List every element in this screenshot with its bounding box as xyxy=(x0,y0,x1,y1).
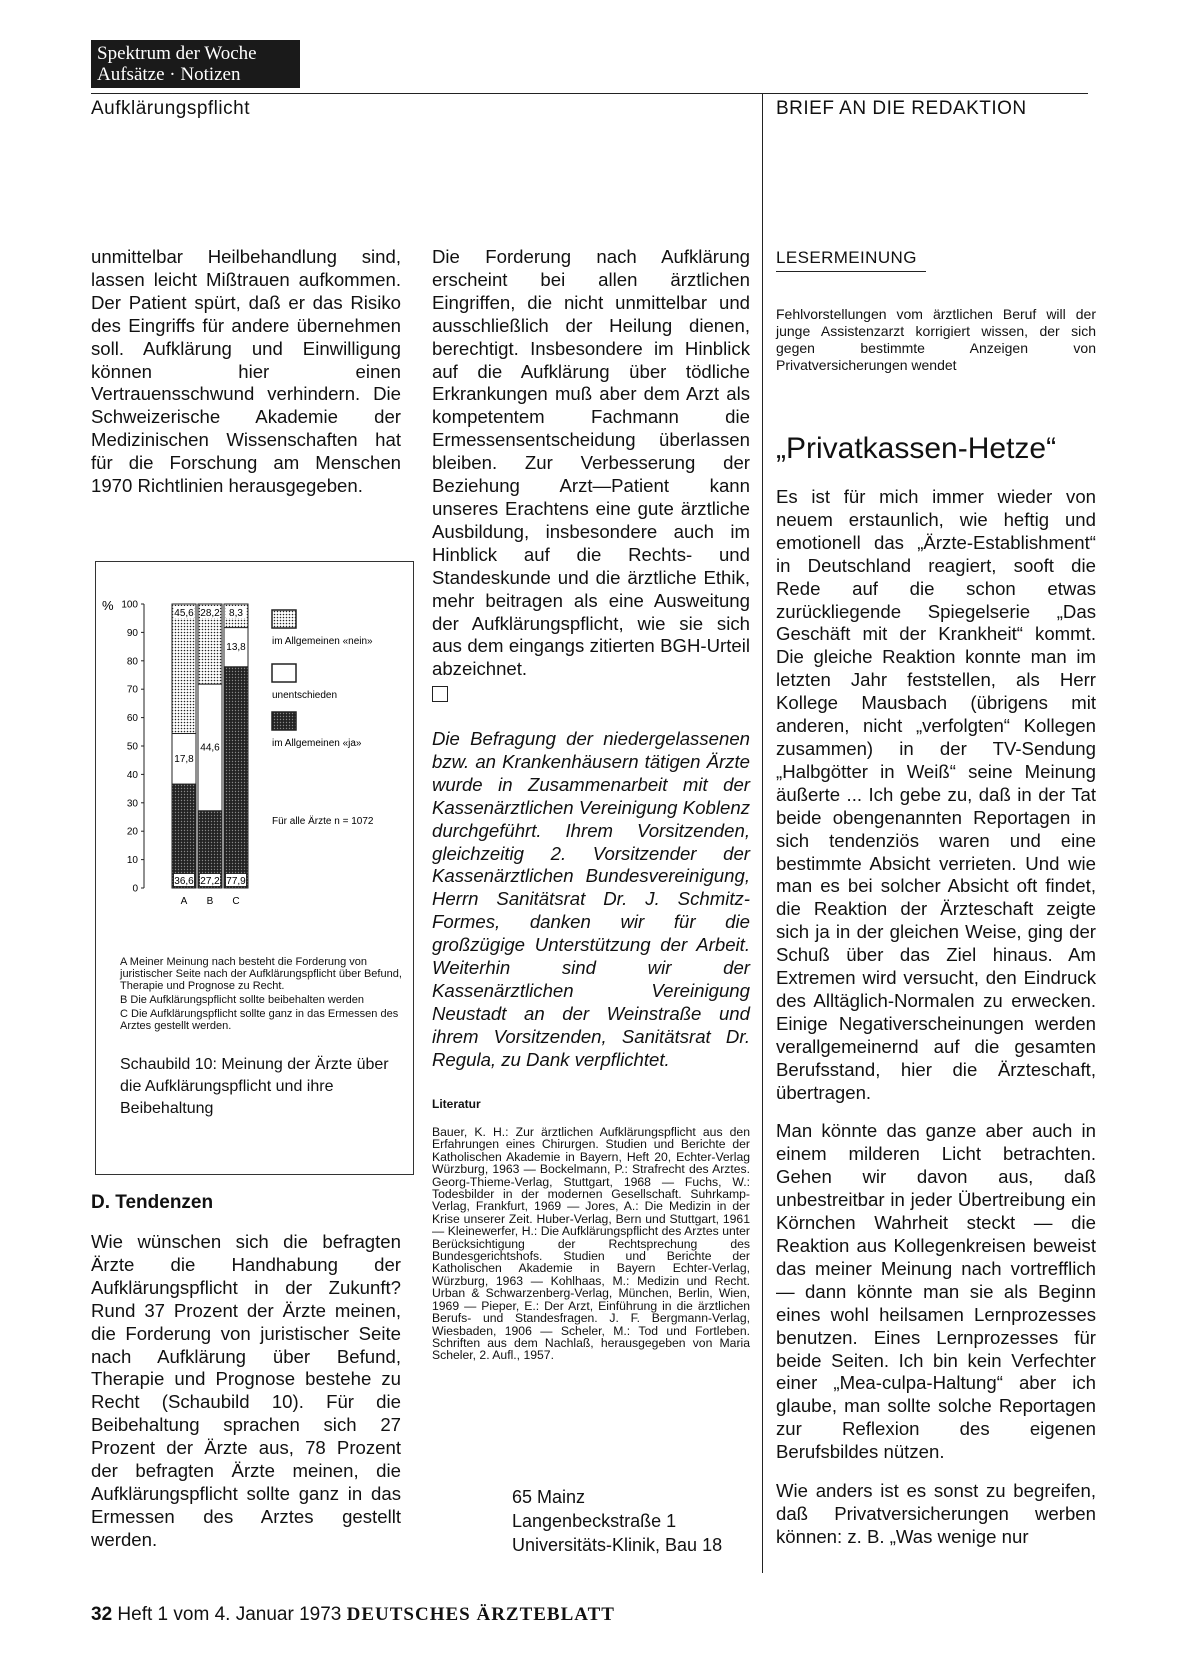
data-label: 27,2 xyxy=(200,876,220,887)
x-tick-label: B xyxy=(206,896,214,907)
page-number: 32 xyxy=(91,1604,113,1625)
sample-size-note: Für alle Ärzte n = 1072 xyxy=(272,816,374,827)
y-tick-label: 40 xyxy=(126,769,138,781)
legend-swatch xyxy=(272,712,296,730)
col3-paragraph-3: Wie anders ist es sonst zu begreifen, daß Privatversicherungen werben können: z. B. „Was wenige nur xyxy=(776,1480,1096,1547)
address-line-3: Universitäts-Klinik, Bau 18 xyxy=(512,1535,723,1555)
data-label: 13,8 xyxy=(226,642,246,654)
legend-label: unentschieden xyxy=(272,690,338,701)
chart-notes xyxy=(120,956,405,1032)
data-label: 44,6 xyxy=(200,742,220,754)
logo-line-1: Spektrum der Woche xyxy=(97,43,257,64)
column-divider xyxy=(762,93,763,1573)
data-label: 77,9 xyxy=(226,876,246,887)
y-tick-label: 70 xyxy=(126,684,138,696)
section-title-right: BRIEF AN DIE REDAKTION xyxy=(776,98,1027,119)
literature-list xyxy=(432,1126,750,1362)
col1-body-text: Wie wünschen sich die befragten Ärzte die Handhabung der Aufklärungspflicht in der Zukunft? Rund 37 Prozent der Ärzte meinen, die Forderung von juristischer Seite nach Aufklärung über Befund, Therapie und Prognose bestehe zu Recht (Schaubild 10). Für die Beibehaltung sprachen sich 27 Prozent der Ärzte aus, 78 Prozent der befragten Ärzte meinen, die Aufklärungspflicht sollte ganz in das Ermessen des Arztes gestellt werden. xyxy=(91,1231,401,1550)
bars xyxy=(172,604,248,907)
chart-note-b: B Die Aufklärungspflicht sollte beibehalten werden xyxy=(120,994,364,1006)
literature-text: Bauer, K. H.: Zur ärztlichen Aufklärungspflicht aus den Erfahrungen eines Chirurgen. Studien und Berichte der Katholischen Akademie in Bayern, Heft 20, Echter-Verlag Würzburg, 1963 — Bockelmann, P.: Strafrecht des Arztes. Georg-Thieme-Verlag, Stuttgart, 1968 — Fuchs, W.: Todesbilder in der modernen Gesellschaft. Suhrkamp-Verlag, Frankfurt, 1969 — Jores, A.: Die Medizin in der Krise unserer Zeit. Huber-Verlag, Bern und Stuttgart, 1961 — Kleinewerfer, H.: Die Aufklärungspflicht des Arztes unter Berücksichtigung der Rechtsprechung des Bundesgerichtshofs. Studien und Berichte der Katholischen Akademie in Bayern Echter-Verlag, Würzburg, 1963 — Kohlhaas, M.: Medizin und Recht. Urban & Schwarzenberg-Verlag, München, Berlin, Wien, 1969 — Pieper, E.: Der Arzt, Einführung in die ärztlichen Berufs- und Standesfragen. J. F. Bergmann-Verlag, Wiesbaden, 1906 — Scheler, M.: Tod und Fortleben. Schriften aus dem Nachlaß, herausgegeben von Maria Scheler, 2. Aufl., 1957. xyxy=(432,1125,750,1363)
journal-section-logo xyxy=(91,40,300,88)
address-line-1: 65 Mainz xyxy=(512,1487,586,1507)
col1-intro xyxy=(91,246,401,498)
data-label: 8,3 xyxy=(229,608,243,619)
header-rule xyxy=(91,93,1088,94)
literature-heading: Literatur xyxy=(432,1097,481,1111)
x-tick-label: A xyxy=(180,896,188,907)
lesermeinung-intro: Fehlvorstellungen vom ärztlichen Beruf will der junge Assistenzarzt korrigiert wissen, der sich gegen bestimmte Anzeigen von Privatversicherungen wendet xyxy=(776,306,1096,373)
col3-paragraph-2: Man könnte das ganze aber auch in einem milderen Licht betrachten. Gehen wir davon aus, daß unbestreitbar in jeder Übertreibung ein Körnchen Wahrheit steckt — die Reaktion aus Kollegenkreisen beweist das meiner Meinung nach vortrefflich — dann könnte man sie als Beginn eines wohl heilsamen Lernprozesses benutzen. Eines Lernprozesses für beide Seiten. Ich bin kein Verfechter einer „Mea-culpa-Haltung“ aber ich glaube, man sollte solche Reportagen zur Reflexion des eigenen Berufsbildes nützen. xyxy=(776,1120,1096,1463)
y-tick-label: 10 xyxy=(126,855,138,867)
section-title-left: Aufklärungspflicht xyxy=(91,98,250,119)
y-tick-label: 50 xyxy=(126,741,138,753)
chart-legend xyxy=(272,610,374,827)
logo-line-2: Aufsätze · Notizen xyxy=(97,64,241,85)
y-tick-label: 100 xyxy=(121,599,138,611)
journal-name: DEUTSCHES ÄRZTEBLATT xyxy=(346,1604,615,1625)
y-axis xyxy=(102,598,144,895)
legend-swatch xyxy=(272,610,296,628)
data-label: 45,6 xyxy=(174,608,194,619)
column-label-lesermeinung: LESERMEINUNG xyxy=(776,248,926,272)
y-tick-label: 80 xyxy=(126,656,138,668)
chart-note-c: C Die Aufklärungspflicht sollte ganz in das Ermessen des Arztes gestellt werden. xyxy=(120,1008,399,1032)
data-label: 17,8 xyxy=(174,753,194,765)
data-label: 28,2 xyxy=(200,608,220,619)
stacked-bar-chart xyxy=(96,562,413,982)
bar-segment xyxy=(224,667,248,888)
col3-paragraph-1: Es ist für mich immer wieder von neuem erstaunlich, wie heftig und emotionell das „Ärzte-Establishment“ in Deutschland reagiert, sooft die Rede auf die schon etwas zurückliegende Spiegelserie „Das Geschäft mit der Krankheit“ kommt. Die gleiche Reaktion konnte man im letzten Jahr feststellen, als Herr Kollege Mausbach (übrigens mit anderen, nicht „verfolgten“ Kollegen zusammen) in der TV-Sendung „Halbgötter in Weiß“ seine Meinung äußerte ... Ich gebe zu, daß in der Tat beide obengenannten Reportagen in sich tendenziös waren und eine bestimmte Absicht verrieten. Und wie man es bei solcher Absicht oft findet, die Reaktion der Ärzteschaft zeigte sich ja in der gleichen Weise, ging der Schuß über das Ziel hinaus. Am Extremen wird versucht, den Eindruck des Alltäglich-Normalen zu erwecken. Einige Negativerscheinungen werden verallgemeinernd auf die gesamten Berufsstand, hier die Ärzteschaft, übertragen. xyxy=(776,486,1096,1103)
author-address xyxy=(512,1485,722,1557)
col3-body xyxy=(776,486,1096,1549)
col2-body-text: Die Forderung nach Aufklärung erscheint bei allen ärztlichen Eingriffen, die nicht unmittelbar und ausschließlich der Heilung dienen, berechtigt. Insbesondere im Hinblick auf die Aufklärung über tödliche Erkrankungen muß aber dem Arzt als kompetentem Fachmann die Ermessensentscheidung überlassen bleiben. Zur Verbesserung der Beziehung Arzt—Patient kann unseres Erachtens eine gute ärztliche Ausbildung, insbesondere auch im Hinblick auf die Rechts- und Standeskunde und die ärztliche Ethik, mehr beitragen als eine Ausweitung der Aufklärungspflicht, wie sie sich aus dem eingangs zitierten BGH-Urteil abzeichnet. xyxy=(432,246,750,680)
x-tick-label: C xyxy=(232,896,240,907)
page-footer xyxy=(91,1604,615,1626)
acknowledgement xyxy=(432,728,750,1072)
col1-intro-text: unmittelbar Heilbehandlung sind, lassen leicht Mißtrauen aufkommen. Der Patient spürt, daß er das Risiko des Eingriffs für andere übernehmen soll. Aufklärung und Einwilligung können hier einen Vertrauensschwund verhindern. Die Schweizerische Akademie der Medizinischen Wissenschaften hat für die Forschung am Menschen 1970 Richtlinien herausgegeben. xyxy=(91,246,401,497)
y-tick-label: 60 xyxy=(126,713,138,725)
chart-note-a: A Meiner Meinung nach besteht die Forderung von juristischer Seite nach der Aufklärungspflicht über Befund, Therapie und Prognose zu Recht. xyxy=(120,956,402,992)
y-tick-label: 30 xyxy=(126,798,138,810)
section-heading-tendenzen: D. Tendenzen xyxy=(91,1192,214,1213)
data-label: 36,6 xyxy=(174,876,194,887)
col1-body xyxy=(91,1231,401,1552)
legend-label: im Allgemeinen «nein» xyxy=(272,636,373,647)
bar-segment xyxy=(172,784,196,888)
acknowledgement-text: Die Befragung der niedergelassenen bzw. an Krankenhäusern tätigen Ärzte wurde in Zusammenarbeit mit der Kassenärztlichen Vereinigung Koblenz durchgeführt. Ihrem Vorsitzenden, gleichzeitig 2. Vorsitzender der Kassenärztlichen Bundesvereinigung, Herrn Sanitätsrat Dr. J. Schmitz-Formes, danken wir für die großzügige Unterstützung der Arbeit. Weiterhin sind wir der Kassenärztlichen Vereinigung Neustadt an der Weinstraße und ihrem Vorsitzenden, Sanitätsrat Dr. Regula, zu Dank verpflichtet. xyxy=(432,728,750,1070)
legend-swatch xyxy=(272,664,296,682)
article-headline: „Privatkassen-Hetze“ xyxy=(776,432,1057,465)
legend-label: im Allgemeinen «ja» xyxy=(272,738,362,749)
bar-segment xyxy=(172,604,196,734)
col2-body xyxy=(432,246,750,681)
chart-caption: Schaubild 10: Meinung der Ärzte über die Aufklärungspflicht und ihre Beibehaltung xyxy=(120,1056,389,1117)
y-tick-label: 20 xyxy=(126,826,138,838)
y-tick-label: 0 xyxy=(132,883,138,895)
issue-info: Heft 1 vom 4. Januar 1973 xyxy=(117,1604,342,1625)
end-mark-square xyxy=(432,686,448,702)
figure-schaubild-10 xyxy=(95,561,414,1175)
y-axis-label: % xyxy=(102,598,114,613)
y-tick-label: 90 xyxy=(126,627,138,639)
address-line-2: Langenbeckstraße 1 xyxy=(512,1511,677,1531)
